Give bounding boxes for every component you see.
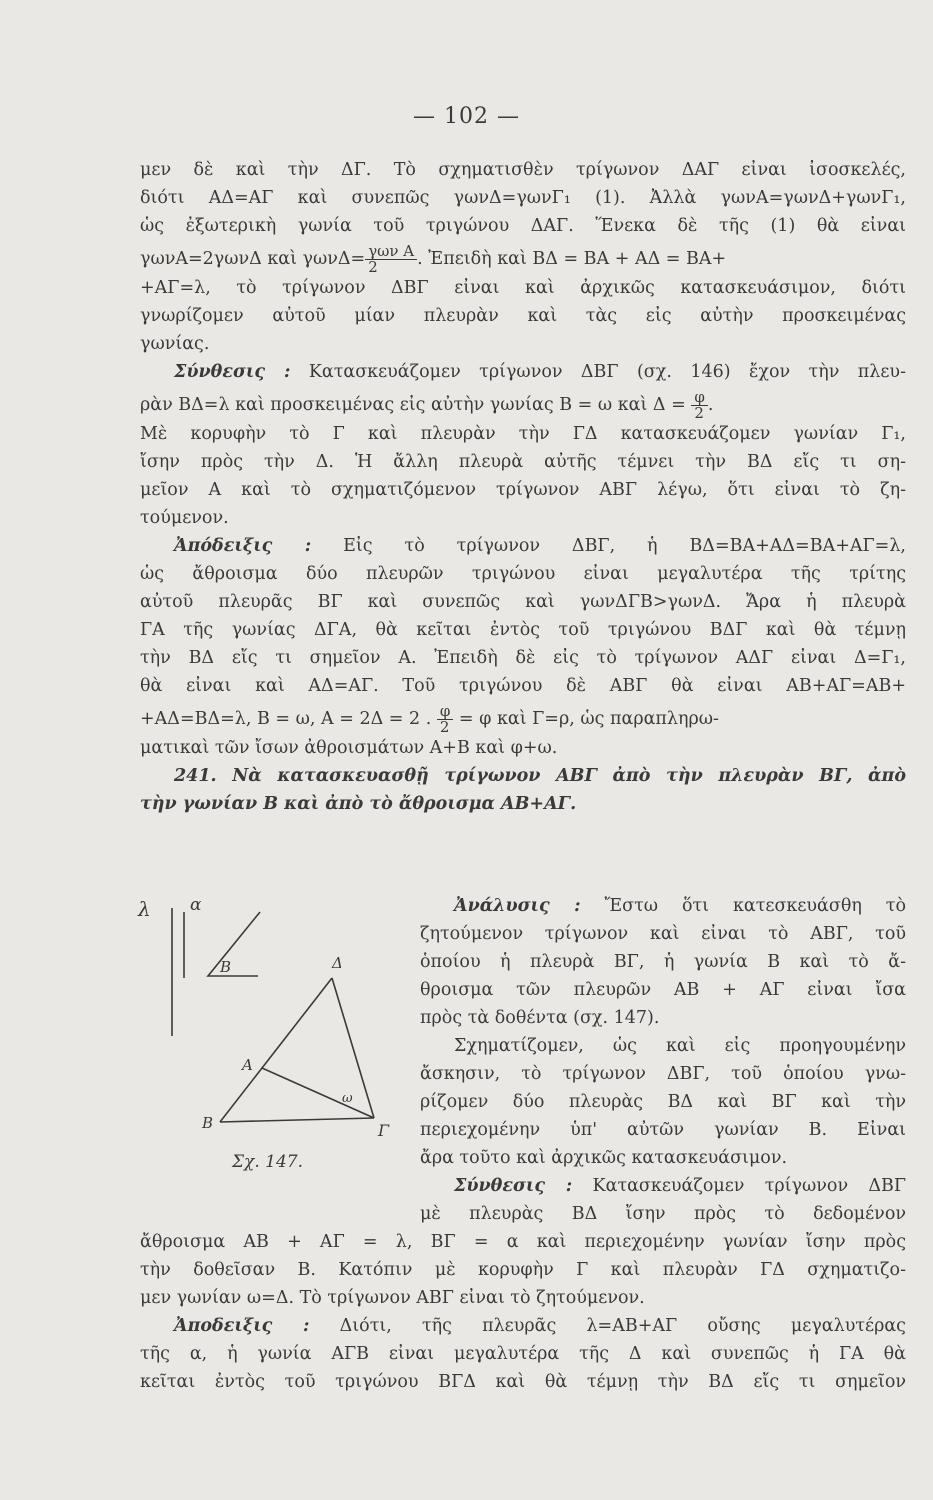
figure-caption: Σχ. 147.: [232, 1152, 303, 1172]
label-g: Γ: [378, 1121, 390, 1140]
text-line: τῆς α, ἡ γωνία ΑΓΒ εἶναι μεγαλυτέρα τῆς Δ καὶ συνεπῶς ἡ ΓΑ θὰ: [140, 1344, 906, 1364]
analysis-text: Ἔστω ὅτι κατεσκευάσθη τὸ: [604, 896, 906, 916]
fraction-numerator: γων Α: [365, 244, 417, 260]
equation-suffix: . Ἐπειδὴ καὶ ΒΔ = ΒΑ + ΑΔ = ΒΑ+: [417, 249, 727, 269]
fraction-denominator: 2: [439, 718, 450, 732]
label-omega: ω: [342, 1091, 353, 1106]
text-line: ἄσκησιν, τὸ τρίγωνον ΔΒΓ, τοῦ ὁποίου γνω-: [420, 1064, 906, 1084]
text-line: Μὲ κορυφὴν τὸ Γ καὶ πλευρὰν τὴν ΓΔ κατασκευάζομεν γωνίαν Γ₁,: [140, 424, 906, 444]
equation-prefix: +ΑΔ=ΒΔ=λ, Β = ω, Α = 2Δ = 2 .: [140, 709, 437, 729]
fraction: [365, 244, 417, 272]
figure-drawing: [130, 890, 410, 1180]
problem-line: τὴν γωνίαν Β καὶ ἀπὸ τὸ ἄθροισμα ΑΒ+ΑΓ.: [140, 794, 577, 814]
synthesis-label: Σύνθεσις :: [174, 362, 291, 382]
text-line: μεῖον Α καὶ τὸ σχηματιζόμενον τρίγωνον ΑΒΓ λέγω, ὅτι εἶναι τὸ ζη-: [140, 480, 906, 500]
synthesis-label: Σύνθεσις :: [454, 1176, 573, 1196]
side-bd: [220, 978, 332, 1122]
text-line: θὰ εἶναι καὶ ΑΔ=ΑΓ. Τοῦ τριγώνου δὲ ΑΒΓ θὰ εἶναι ΑΒ+ΑΓ=ΑΒ+: [140, 676, 906, 696]
label-a: Α: [242, 1056, 253, 1074]
text-line: ἄθροισμα ΑΒ + ΑΓ = λ, ΒΓ = α καὶ περιεχομένην γωνίαν ἴσην πρὸς: [140, 1232, 906, 1252]
fraction-numerator: φ: [437, 704, 454, 720]
text-line: ὁποίου ἡ πλευρὰ ΒΓ, ἡ γωνία Β καὶ τὸ ἄ-: [420, 952, 906, 972]
analysis-column: [420, 896, 906, 1232]
angle-b-given: [208, 912, 260, 976]
text-line: τὴν δοθεῖσαν Β. Κατόπιν μὲ κορυφὴν Γ καὶ πλευρὰν ΓΔ σχηματιζο-: [140, 1260, 906, 1280]
synthesis-text: Κατασκευάζομεν τρίγωνον ΔΒΓ: [592, 1176, 906, 1196]
equation-line-2: [140, 390, 906, 418]
text-line: γωνίας.: [140, 334, 210, 354]
label-b: Β: [202, 1114, 214, 1132]
proof-label: Ἀπόδειξις :: [174, 536, 312, 556]
text-line: μεν δὲ καὶ τὴν ΔΓ. Τὸ σχηματισθὲν τρίγωνον ΔΑΓ εἶναι ἰσοσκελές,: [140, 160, 906, 180]
proof-text: Εἰς τὸ τρίγωνον ΔΒΓ, ἡ ΒΔ=ΒΑ+ΑΔ=ΒΑ+ΑΓ=λ,: [343, 536, 906, 556]
text-line: αὐτοῦ πλευρᾶς ΒΓ καὶ συνεπῶς καὶ γωνΔΓΒ>γωνΔ. Ἄρα ἡ πλευρὰ: [140, 592, 906, 612]
equation-suffix: .: [707, 395, 714, 415]
text-line: ματικαὶ τῶν ἴσων ἀθροισμάτων Α+Β καὶ φ+ω.: [140, 738, 558, 758]
fraction-denominator: 2: [694, 404, 704, 418]
problem-line: 241. Νὰ κατασκευασθῇ τρίγωνον ΑΒΓ ἀπὸ τὴν πλευρὰν ΒΓ, ἀπὸ: [174, 766, 906, 786]
text-line: μὲ πλευρὰς ΒΔ ἴσην πρὸς τὸ δεδομένον: [420, 1204, 906, 1224]
side-dg: [332, 978, 374, 1118]
text-line: Σχηματίζομεν, ὡς καὶ εἰς προηγουμένην: [454, 1036, 906, 1056]
equation-suffix: = φ καὶ Γ=ρ, ὡς παραπληρω-: [453, 709, 719, 729]
fraction: [691, 390, 708, 418]
text-line: ἴσην πρὸς τὴν Δ. Ἡ ἄλλη πλευρὰ αὐτῆς τέμνει τὴν ΒΔ εἴς τι ση-: [140, 452, 906, 472]
text-line: γνωρίζομεν αὐτοῦ μίαν πλευρὰν καὶ τὰς εἰς αὐτὴν προσκειμένας: [140, 306, 906, 326]
text-line: ζητούμενον τρίγωνον καὶ εἶναι τὸ ΑΒΓ, τοῦ: [420, 924, 906, 944]
text-line: πρὸς τὰ δοθέντα (σχ. 147).: [420, 1008, 660, 1028]
figure-147: [130, 890, 410, 1180]
equation-prefix: γωνΑ=2γωνΔ καὶ γωνΔ=: [140, 249, 366, 269]
text-line: κεῖται ἐντὸς τοῦ τριγώνου ΒΓΔ καὶ θὰ τέμνῃ τὴν ΒΔ εἴς τι σημεῖον: [140, 1372, 906, 1392]
fraction-numerator: φ: [691, 390, 708, 406]
text-line: ἄρα τοῦτο καὶ ἀρχικῶς κατασκευάσιμον.: [420, 1148, 788, 1168]
proof-text: Διότι, τῆς πλευρᾶς λ=ΑΒ+ΑΓ οὔσης μεγαλυτέρας: [339, 1316, 906, 1336]
equation-line-1: [140, 244, 906, 272]
synthesis-line: [420, 1176, 906, 1196]
text-line: ὡς ἄθροισμα δύο πλευρῶν τριγώνου εἶναι μεγαλυτέρα τῆς τρίτης: [140, 564, 906, 584]
side-bg: [220, 1118, 374, 1122]
text-line: διότι ΑΔ=ΑΓ καὶ συνεπῶς γωνΔ=γωνΓ₁ (1). Ἀλλὰ γωνΑ=γωνΔ+γωνΓ₁,: [140, 188, 906, 208]
text-line: τὴν ΒΔ εἴς τι σημεῖον Α. Ἐπειδὴ δὲ εἰς τὸ τρίγωνον ΑΔΓ εἶναι Δ=Γ₁,: [140, 648, 906, 668]
proof-line: [140, 1316, 906, 1336]
page-number: — 102 —: [413, 104, 520, 129]
analysis-label: Ἀνάλυσις :: [454, 896, 581, 916]
synthesis-line: [140, 362, 906, 382]
analysis-line: [420, 896, 906, 916]
label-d: Δ: [332, 954, 343, 972]
equation-line-3: [140, 704, 906, 732]
text-line: ρίζομεν δύο πλευρὰς ΒΔ καὶ ΒΓ καὶ τὴν: [420, 1092, 906, 1112]
proof-line: [140, 536, 906, 556]
equation-prefix: ρὰν ΒΔ=λ καὶ προσκειμένας εἰς αὐτὴν γωνίας Β = ω καὶ Δ =: [140, 395, 692, 415]
fraction-denominator: 2: [368, 258, 378, 272]
text-line: +ΑΓ=λ, τὸ τρίγωνον ΔΒΓ εἶναι καὶ ἀρχικῶς κατασκευάσιμον, διότι: [140, 278, 906, 298]
text-bottom: [140, 1232, 906, 1400]
text-line: θροισμα τῶν πλευρῶν ΑΒ + ΑΓ εἶναι ἴσα: [420, 980, 906, 1000]
text-line: ὡς ἐξωτερικὴ γωνία τοῦ τριγώνου ΔΑΓ. Ἕνεκα δὲ τῆς (1) θὰ εἶναι: [140, 216, 906, 236]
text-line: ΓΑ τῆς γωνίας ΔΓΑ, θὰ κεῖται ἐντὸς τοῦ τριγώνου ΒΔΓ καὶ θὰ τέμνῃ: [140, 620, 906, 640]
synthesis-text: Κατασκευάζομεν τρίγωνον ΔΒΓ (σχ. 146) ἔχον τὴν πλευ-: [308, 362, 906, 382]
label-alpha: α: [190, 895, 202, 915]
text-line: περιεχομένην ὑπ' αὐτῶν γωνίαν Β. Εἶναι: [420, 1120, 906, 1140]
text-top: [140, 160, 906, 822]
label-angle-b: Β: [220, 958, 232, 976]
side-ag: [262, 1068, 374, 1118]
text-line: μεν γωνίαν ω=Δ. Τὸ τρίγωνον ΑΒΓ εἶναι τὸ ζητούμενον.: [140, 1288, 645, 1308]
fraction: [437, 704, 454, 732]
label-lambda: λ: [138, 897, 151, 921]
text-line: τούμενον.: [140, 508, 229, 528]
proof-label: Ἀποδειξις :: [174, 1316, 310, 1336]
